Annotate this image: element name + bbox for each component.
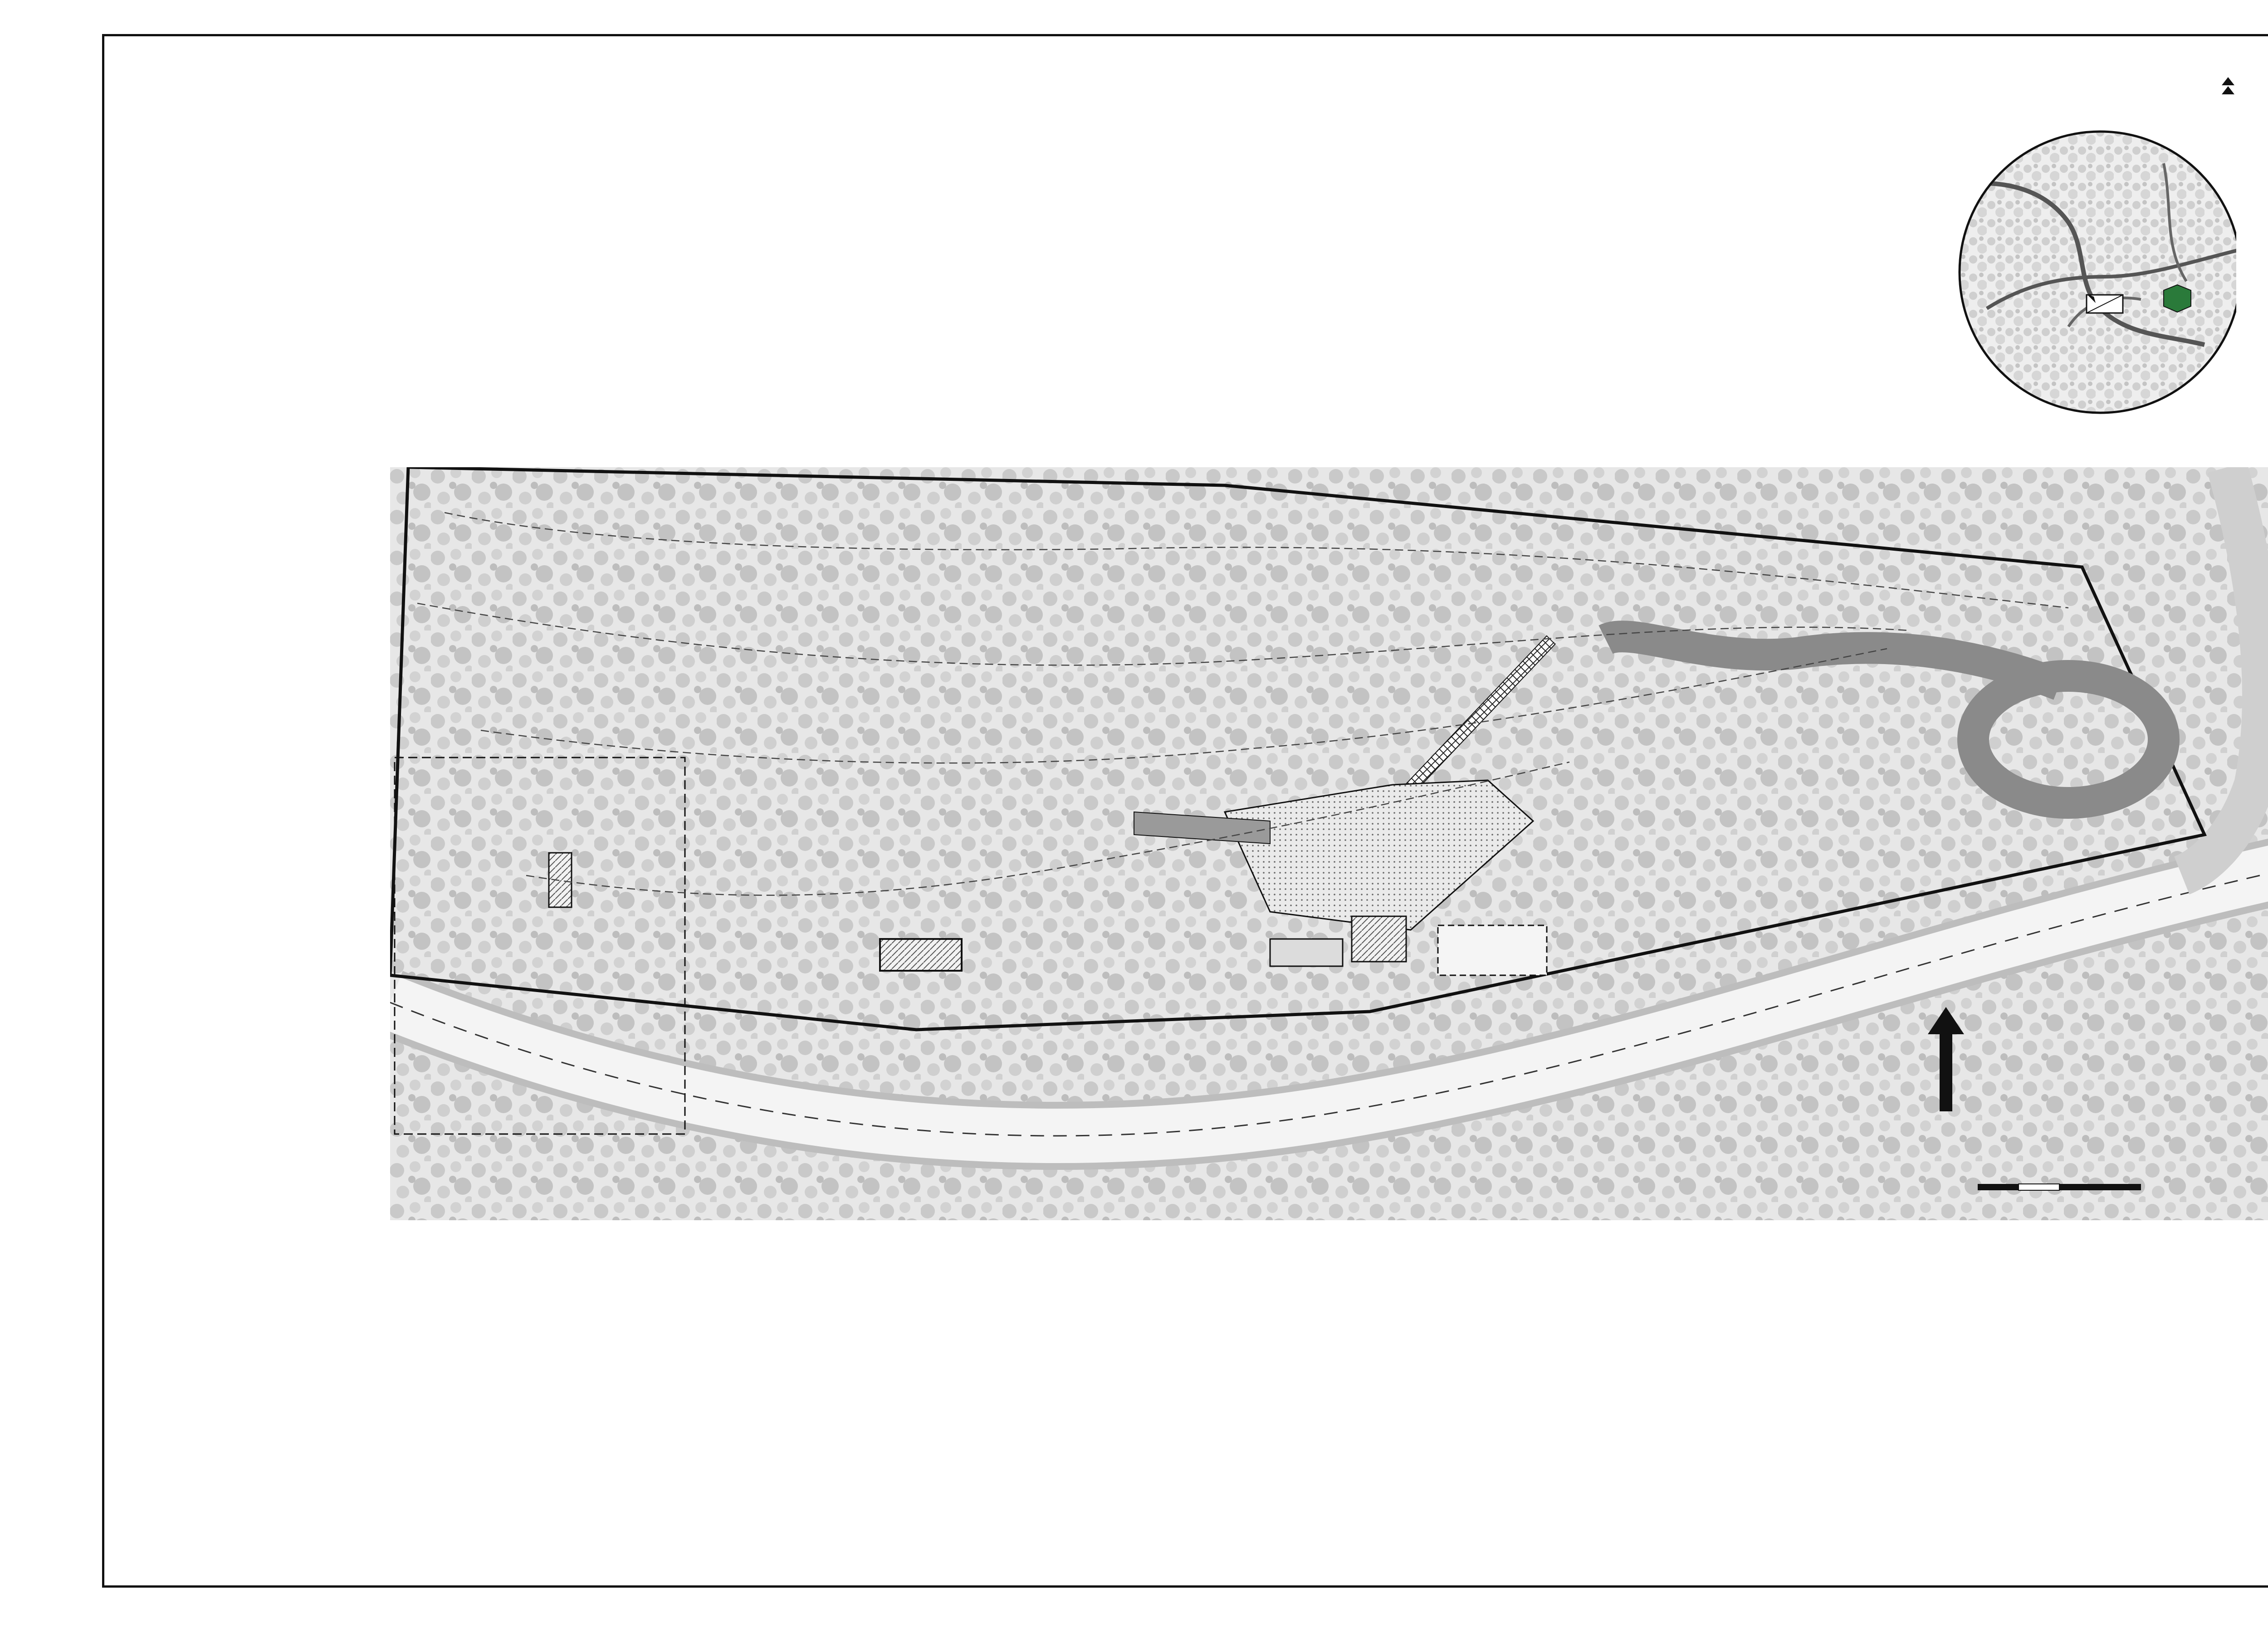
vicinity-map <box>1950 73 2236 445</box>
vicinity-north-arrow-icon <box>2222 77 2234 94</box>
scale-bar <box>1978 1184 2141 1190</box>
site-notes-col1 <box>386 110 740 112</box>
sheet-index-table <box>1926 1338 2268 1340</box>
highway-49-shield-icon <box>2164 285 2191 312</box>
site-notes-col2 <box>757 110 1110 112</box>
site-plan <box>390 467 2268 1220</box>
parking-table <box>773 1339 1100 1341</box>
project-description <box>1538 113 1887 116</box>
